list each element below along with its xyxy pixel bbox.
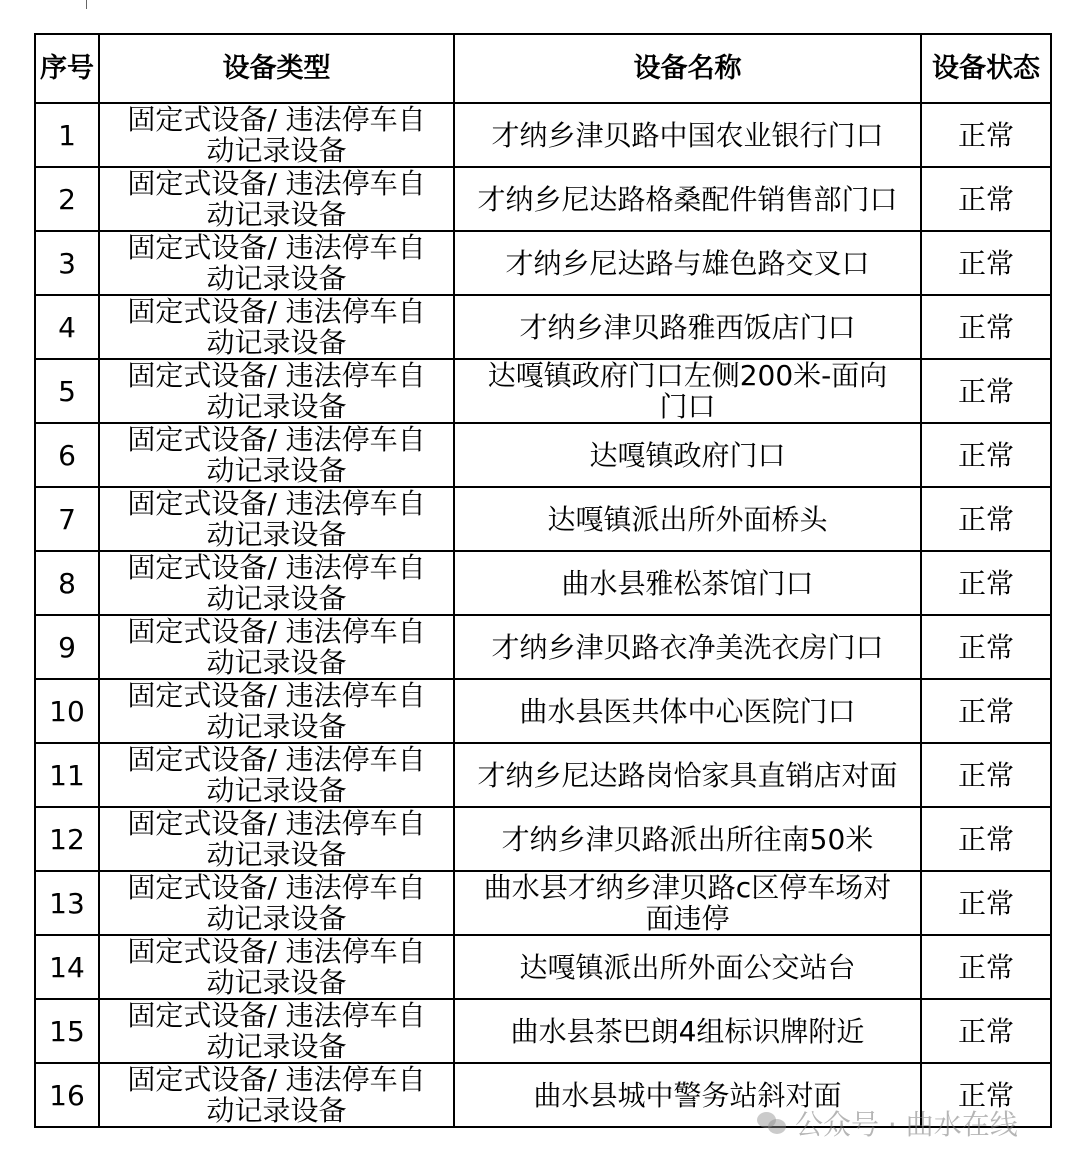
row-device-status: 正常: [921, 743, 1051, 807]
header-device-name: 设备名称: [454, 34, 921, 103]
row-device-type: 固定式设备/ 违法停车自动记录设备: [99, 423, 454, 487]
table-row: [35, 103, 1051, 167]
header-seq: 序号: [35, 34, 99, 103]
row-device-name: 曲水县茶巴朗4组标识牌附近: [454, 999, 921, 1063]
row-device-type: 固定式设备/ 违法停车自动记录设备: [99, 871, 454, 935]
table-row: [35, 551, 1051, 615]
row-device-type: 固定式设备/ 违法停车自动记录设备: [99, 551, 454, 615]
row-seq: 1: [35, 103, 99, 167]
row-device-status: 正常: [921, 1063, 1051, 1127]
row-seq: 9: [35, 615, 99, 679]
row-seq: 10: [35, 679, 99, 743]
text-cursor-mark: [86, 0, 87, 9]
row-device-type: 固定式设备/ 违法停车自动记录设备: [99, 999, 454, 1063]
row-device-name: 才纳乡津贝路中国农业银行门口: [454, 103, 921, 167]
row-seq: 5: [35, 359, 99, 423]
row-seq: 7: [35, 487, 99, 551]
row-device-name: 才纳乡尼达路格桑配件销售部门口: [454, 167, 921, 231]
table-row: [35, 487, 1051, 551]
header-device-status: 设备状态: [921, 34, 1051, 103]
row-device-name: 才纳乡津贝路衣净美洗衣房门口: [454, 615, 921, 679]
row-device-type: 固定式设备/ 违法停车自动记录设备: [99, 679, 454, 743]
table-row: [35, 807, 1051, 871]
table-row: [35, 679, 1051, 743]
row-device-type: 固定式设备/ 违法停车自动记录设备: [99, 1063, 454, 1127]
row-device-name: 达嘎镇派出所外面桥头: [454, 487, 921, 551]
row-device-type: 固定式设备/ 违法停车自动记录设备: [99, 743, 454, 807]
row-device-name: 达嘎镇派出所外面公交站台: [454, 935, 921, 999]
row-device-name: 曲水县才纳乡津贝路c区停车场对面违停: [454, 871, 921, 935]
table-row: [35, 1063, 1051, 1127]
row-device-type: 固定式设备/ 违法停车自动记录设备: [99, 615, 454, 679]
row-seq: 11: [35, 743, 99, 807]
table-row: [35, 359, 1051, 423]
row-seq: 4: [35, 295, 99, 359]
row-seq: 8: [35, 551, 99, 615]
table-row: [35, 743, 1051, 807]
row-device-type: 固定式设备/ 违法停车自动记录设备: [99, 295, 454, 359]
row-device-status: 正常: [921, 935, 1051, 999]
row-device-status: 正常: [921, 807, 1051, 871]
row-device-type: 固定式设备/ 违法停车自动记录设备: [99, 359, 454, 423]
row-device-name: 达嘎镇政府门口: [454, 423, 921, 487]
row-seq: 13: [35, 871, 99, 935]
table-row: [35, 999, 1051, 1063]
row-device-name: 才纳乡尼达路岗恰家具直销店对面: [454, 743, 921, 807]
row-device-type: 固定式设备/ 违法停车自动记录设备: [99, 807, 454, 871]
watermark-text: 公众号 · 曲水在线: [795, 1108, 1018, 1141]
row-device-name: 曲水县雅松茶馆门口: [454, 551, 921, 615]
row-device-status: 正常: [921, 423, 1051, 487]
row-device-name: 才纳乡津贝路派出所往南50米: [454, 807, 921, 871]
table-row: [35, 167, 1051, 231]
row-device-status: 正常: [921, 359, 1051, 423]
table-row: [35, 295, 1051, 359]
row-device-name: 曲水县城中警务站斜对面: [454, 1063, 921, 1127]
row-device-name: 曲水县医共体中心医院门口: [454, 679, 921, 743]
row-device-status: 正常: [921, 231, 1051, 295]
row-seq: 15: [35, 999, 99, 1063]
device-table: [34, 33, 1052, 1128]
row-device-type: 固定式设备/ 违法停车自动记录设备: [99, 167, 454, 231]
row-seq: 14: [35, 935, 99, 999]
row-device-type: 固定式设备/ 违法停车自动记录设备: [99, 231, 454, 295]
row-device-status: 正常: [921, 167, 1051, 231]
row-device-name: 才纳乡尼达路与雄色路交叉口: [454, 231, 921, 295]
row-device-status: 正常: [921, 295, 1051, 359]
row-device-status: 正常: [921, 679, 1051, 743]
row-device-type: 固定式设备/ 违法停车自动记录设备: [99, 935, 454, 999]
row-seq: 16: [35, 1063, 99, 1127]
row-device-status: 正常: [921, 871, 1051, 935]
row-seq: 2: [35, 167, 99, 231]
table-row: [35, 615, 1051, 679]
row-device-status: 正常: [921, 487, 1051, 551]
row-device-status: 正常: [921, 999, 1051, 1063]
table-row: [35, 423, 1051, 487]
row-device-name: 才纳乡津贝路雅西饭店门口: [454, 295, 921, 359]
table-row: [35, 935, 1051, 999]
row-seq: 12: [35, 807, 99, 871]
row-device-type: 固定式设备/ 违法停车自动记录设备: [99, 487, 454, 551]
row-seq: 6: [35, 423, 99, 487]
table-row: [35, 231, 1051, 295]
table-row: [35, 871, 1051, 935]
header-device-type: 设备类型: [99, 34, 454, 103]
row-device-name: 达嘎镇政府门口左侧200米-面向门口: [454, 359, 921, 423]
row-device-status: 正常: [921, 103, 1051, 167]
table-header-row: [35, 34, 1051, 103]
row-device-type: 固定式设备/ 违法停车自动记录设备: [99, 103, 454, 167]
row-device-status: 正常: [921, 551, 1051, 615]
row-device-status: 正常: [921, 615, 1051, 679]
row-seq: 3: [35, 231, 99, 295]
